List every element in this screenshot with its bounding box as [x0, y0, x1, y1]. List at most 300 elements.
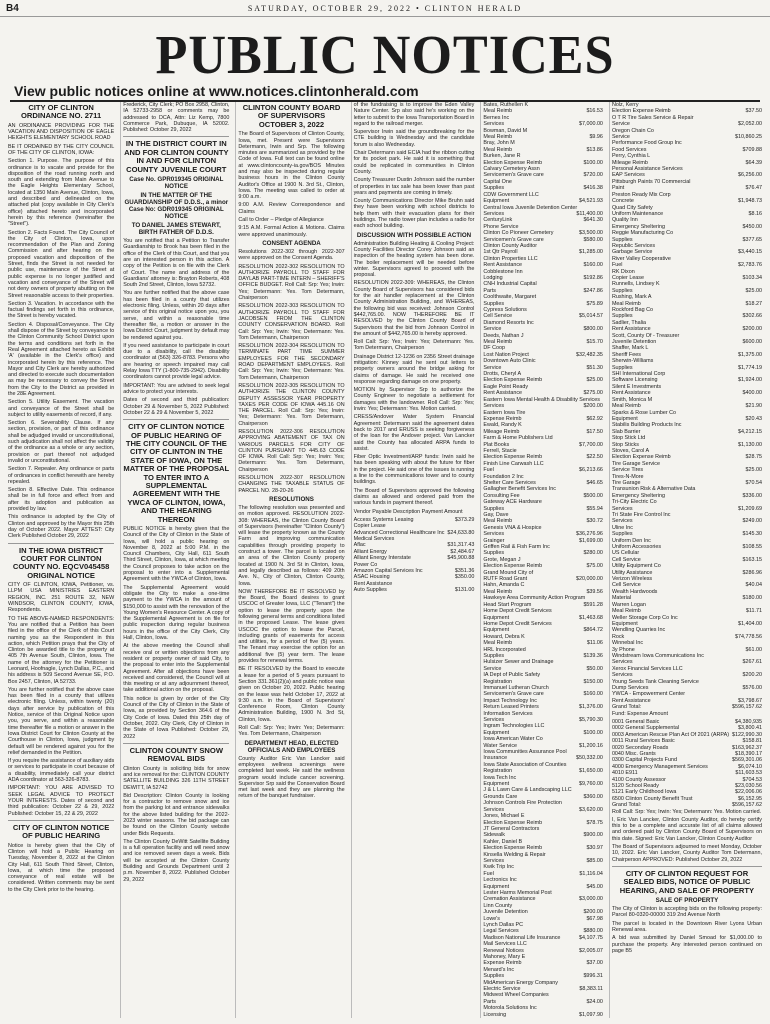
claim-vendor: Runnells, Lindsey K	[611, 281, 660, 288]
claim-amount: $22,006.06	[735, 789, 762, 796]
claim-amount: $569,301.06	[732, 757, 762, 764]
notice-paragraph: Notice is hereby given that the City of Clinton will hold a Public Hearing on Tuesday, November 8, 2022 at the Clinton City Hall, 611 South Third Street, Clinton, Iowa, at which time the proposed conveyance of real estate will be considered. Written comments may be sent to the City Clerk prior to the hearing.	[8, 842, 115, 893]
claim-amount: $5,790.30	[578, 717, 603, 723]
notice-paragraph: Roll Call: Srp: Yes; Irwin: Yes; Determann: Yes. Motion carried.	[611, 808, 762, 815]
claim-vendor: Sparks & Rose Lumber Co	[611, 409, 677, 416]
notice-paragraph: A bid was submitted by Daniel Smoad for $1,000.00 to purchase the property. Any interested person continued on page B5	[611, 935, 762, 954]
notice-heading: IN THE MATTER OF THE GUARDIANSHIP OF D.D.S., a minor Case No: GDR019345 ORIGINAL NOTICE	[124, 192, 229, 221]
notice-paragraph: 9:15 A.M. Formal Action & Motions. Claims were approved unanimously.	[238, 225, 345, 238]
claim-vendor: Equipment	[483, 627, 510, 634]
claim-vendor: Lost Nation Project	[483, 351, 529, 358]
claim-vendor: Menard's Inc	[483, 966, 515, 973]
claim-vendor: Silent E Investments	[611, 383, 662, 390]
claim-vendor: 0002 General Supplemental	[611, 725, 680, 732]
claim-vendor: Alliant Energy Interstate	[353, 555, 411, 562]
claim-vendor: Access Systems Leasing	[353, 516, 414, 523]
notice-paragraph: Chair Determann said ECIA had the ribbon cutting for its pocket park. He said it is something that could be replicated in communities in Clinton County.	[353, 150, 475, 175]
claim-vendor: Fuel	[611, 262, 623, 269]
claim-vendor: J & L Lawn Care & Landscaping LLC	[483, 787, 572, 794]
notice-paragraph: RESOLUTION 2022-309: WHEREAS, the Clinton County Board of Supervisors has considered bids for the air handler replacement at the Clinton County Administration Building, and WHEREAS, the following bid was received: Johnson Control $442,765.00. NOW THEREFORE BE IT RESOLVED by the Clinton County Board of Supervisors that the bid from Johnson Control in the amount of $442,765.00 is hereby approved.	[353, 280, 475, 337]
claim-amount: $1,376.00	[578, 704, 603, 711]
claim-amount: $1,650.00	[578, 768, 603, 775]
claim-vendor: Foundation 2 Inc	[483, 473, 524, 480]
claim-vendor: Expense Reimb	[483, 960, 522, 967]
claim-vendor: Perry, Cynthia L	[611, 153, 651, 160]
claim-vendor: Service	[611, 121, 630, 128]
claim-vendor: Services	[483, 717, 505, 723]
claim-vendor: 4100 County Assessor	[611, 776, 666, 783]
claim-vendor: Tri State Fire Control Inc	[611, 512, 671, 518]
claim-vendor: Wendling Quarries Inc	[611, 627, 666, 634]
claim-amount: $1,285.00	[578, 249, 603, 256]
notice-paragraph: County Auditor Eric Van Lancker said employees wellness screenings were completed last week. He said the wellness program would include cancer screening. Supervisor Srp said the Conservation Board met last week and they are planning the return of the banquet fundraiser.	[238, 755, 345, 800]
claim-vendor: Ferrell, Stacie	[483, 447, 517, 454]
claim-vendor: Calvary Cemetery Assn	[483, 166, 540, 173]
claim-vendor: 0020 Secondary Roads	[611, 744, 669, 751]
column-5	[480, 102, 605, 1018]
claim-amount: $24,633.80	[447, 529, 475, 536]
claim-amount: $25.00	[745, 287, 762, 294]
claim-amount: $2,052.00	[738, 121, 762, 128]
claim-amount: $75.00	[586, 563, 603, 570]
claim-vendor: Services	[611, 505, 633, 512]
notice-paragraph: Bid Description: Clinton County is looking for a contractor to remove snow and ice from the parking lot and entrance sidewalks for the above listed building for the 2022-2023 winter seasons. The bid package can be found on the Clinton County website under Bids Requests.	[123, 792, 230, 837]
claim-vendor: JT General Contractors	[483, 825, 540, 832]
notice-paragraph: The Board of Supervisors approved the following claims as allowed and ordered paid from the various funds in payment thereof.	[353, 487, 475, 507]
column-1	[6, 102, 116, 1018]
claim-vendor: Republic Services	[611, 242, 656, 249]
claim-vendor: Griffen Rail & Fish Farm Inc	[483, 544, 550, 551]
claim-amount: $11.06	[586, 640, 603, 647]
claim-vendor: Rent Assistance	[611, 697, 651, 704]
claim-amount: $1,924.00	[738, 377, 762, 384]
claim-vendor: Supplies	[483, 505, 505, 512]
claim-vendor: Dump Services	[611, 684, 649, 691]
claim-amount: $40.04	[745, 582, 762, 589]
claim-amount: $2,783.76	[738, 262, 762, 269]
claim-vendor: Election Expense Reimb	[483, 845, 543, 852]
claim-amount: $720.00	[583, 172, 603, 179]
claim-amount: $200.00	[583, 403, 603, 410]
claim-vendor: Juvenile Detention	[611, 339, 657, 346]
claim-amount: $28.75	[745, 454, 762, 461]
claim-amount: $641.30	[583, 217, 603, 224]
claim-amount: $275.00	[583, 390, 603, 397]
claim-amount: $25.00	[586, 377, 603, 384]
claim-amount: $600.00	[742, 339, 762, 346]
claim-amount: $2,484.67	[450, 548, 475, 555]
claim-vendor: Food Services	[611, 146, 647, 153]
claim-vendor: Capital One	[483, 178, 512, 185]
claim-vendor: Gateway ACE Hardware	[483, 499, 542, 506]
claim-vendor: Servicemen's Grave care	[483, 236, 544, 243]
notice-paragraph: CRESS/Andover Water System Financial Agreement: Determann said the agreement dates back to 2017 and ERUSS is seeking forgiveness of the loan for the Andover project. Van Lancker said the County has allocated ARPA funds to assist.	[353, 414, 475, 452]
claim-vendor: Meal Reimb	[483, 588, 513, 595]
notice-paragraph: The parcel is located in the Downtown River Lyons Urban Renewal area.	[611, 920, 762, 934]
claim-vendor: Verizon Wireless	[611, 576, 653, 583]
claim-vendor: Supplies	[483, 185, 505, 192]
claim-vendor: Tires-N-More	[611, 473, 644, 480]
claim-vendor: Stop Stick Ltd	[611, 435, 646, 442]
claim-amount: $6,074.10	[738, 763, 762, 770]
claim-vendor: Clinton Co Pioneer Cemetery	[483, 230, 554, 237]
notice-paragraph: BE IT RESOLVED by the Board to execute a lease for a period of 5 years pursuant to Section 331.361(2)(a) and public notice was given on October 20, 2022. Public hearing on the lease was held October 17, 2022 at 9:30 a.m. in the Board of Supervisors' Conference Room, Clinton County Administration Building, 1900 N. 3rd St, Clinton, Iowa.	[238, 666, 345, 723]
claim-vendor: Legal Services	[483, 928, 519, 935]
claim-amount: $1,375.00	[738, 351, 762, 358]
claim-vendor: Meal Reimb	[611, 608, 641, 615]
claim-vendor: Supplies	[611, 313, 633, 320]
claim-vendor: Kahler, Daniel B	[483, 838, 523, 845]
claim-vendor: Services	[483, 806, 505, 813]
claim-amount: $7,000.00	[578, 121, 603, 128]
claim-amount: $100.00	[583, 159, 603, 166]
claim-vendor: Election Expense Reimb	[483, 563, 543, 570]
claim-amount: $1,699.00	[578, 537, 603, 544]
claim-vendor: Ewald, Randy K	[483, 422, 522, 429]
claim-amount: $24.00	[586, 998, 603, 1005]
claim-amount: $20,000.00	[575, 576, 603, 583]
claim-vendor: SHI International Corp	[611, 371, 666, 378]
claim-vendor: Pittsburgh Paints 70 Commercial	[611, 178, 691, 185]
claim-vendor: Services	[611, 659, 633, 666]
claim-vendor: Stop Sticks	[611, 441, 639, 448]
notice-paragraph: You are further notified that the above case has been filed in a county that utilizes electronic filing. Unless, within twenty (20) days after service by publication of this Notice, service of this Original Notice upon you, you serve, and within a reasonable time thereafter file a motion or answer in the Iowa District Court for Clinton County at the Courthouse in Clinton, Iowa, judgment by default will be rendered against you for the relief demanded in the Petition.	[8, 686, 115, 756]
notice-paragraph: County Treasurer Dustin Johnson said the number of properties in tax sale has been lower than past years and payments are coming in timely.	[353, 177, 475, 196]
claim-amount: $8,383.11	[579, 986, 603, 993]
notice-paragraph: TO THE ABOVE-NAMED RESPONDENTS: You are notified that a Petition has been filed in the office of the Clerk of this Court naming you as the Respondent in this action, which Petition prays that the City of Clinton be awarded title to the property at 405 7th Avenue South, Clinton, Iowa. The name of the attorney for the Petitioner is Leonard, Hoofnagle, Lynch Dallas, P.C., and his address is 509 Second Avenue SE, P.O. Box 2457, Clinton, IA 52733.	[8, 615, 115, 685]
claim-vendor: Johnson Controls Fire Protection	[483, 800, 562, 807]
claim-vendor: Rent Assistance	[483, 390, 523, 397]
claim-vendor: 4010 E911	[611, 770, 638, 777]
claim-vendor: Rock	[611, 633, 625, 640]
notice-paragraph: Roll Call: Srp: Yes; Irwin: Yes; Determann: Yes. Tom Determann, Chairperson	[353, 339, 475, 352]
notice-paragraph: Fiber Optic Investment/ARP funds: Irwin said he has been speaking with about the future for fiber in the project. He said one of the issues is running a line to the communications tower and to county buildings.	[353, 454, 475, 486]
notice-paragraph: 9:00 A.M. Review Correspondence and Claims	[238, 202, 345, 215]
claim-amount: $450.00	[742, 223, 762, 230]
claim-vendor: Meal Reimb	[483, 640, 513, 647]
claim-amount: $3,798.67	[738, 697, 762, 704]
claim-vendor: Motorola Solutions Inc	[483, 1005, 537, 1012]
claim-vendor: Expense Reimb	[483, 415, 522, 422]
claim-vendor: Mail Services LLC	[483, 941, 527, 948]
claim-vendor: 6500 Clinton County Benefit Trust	[611, 795, 693, 802]
claim-vendor: Shaffer, Mark L	[611, 345, 649, 352]
claim-vendor: IA Dept of Public Safety	[483, 672, 541, 679]
claim-vendor: MidAmerican Energy Company	[483, 979, 558, 986]
claim-amount: $10,860.25	[735, 134, 762, 141]
claim-amount: $75.89	[586, 300, 603, 307]
claim-vendor: Winnebal Inc	[611, 640, 644, 647]
claim-amount: $36,276.96	[575, 531, 603, 538]
claim-vendor: Sherwin-Williams	[611, 358, 654, 365]
claim-amount: $145.30	[742, 531, 762, 538]
claim-vendor: Services	[483, 531, 505, 538]
claim-amount: $131.00	[454, 587, 475, 594]
claim-vendor: Paint	[611, 185, 625, 192]
claim-vendor: RUTF Road Grant	[483, 576, 528, 583]
claim-amount: $864.72	[583, 627, 603, 634]
notice-paragraph: You are notified that a Petition to Transfer Guardianship to Brook has been filed in the office of the Clerk of this Court, and that you are an interested person in this action. A copy of the Petition is on file with the Clerk of Court. The name and address of the Guardians' attorney is: Brayton Roberts, 408 South 2nd Street, Clinton, Iowa 52732.	[123, 238, 230, 289]
claim-amount: $4,107.75	[578, 934, 603, 941]
claim-vendor: Advanced Correctional Healthcare Inc	[353, 529, 445, 536]
claim-vendor: Clinton Properties LLC	[483, 255, 538, 262]
claim-vendor: Rent Assistance	[611, 326, 651, 333]
notice-paragraph: of the fundraising is to improve the Eden Valley Nature Center. Srp also said he's working on the letter to submit to the Iowa Transportation Board in regard to the railroad merger.	[353, 102, 475, 127]
claim-vendor: Juvenile Detention	[483, 909, 528, 916]
claim-vendor: Copier Lease	[353, 523, 386, 530]
claim-vendor: Head Start Program	[483, 601, 532, 608]
claim-vendor: Lynch Dallas PC	[483, 922, 524, 928]
claim-vendor: Grand Total:	[611, 704, 642, 711]
claim-amount: $55.94	[586, 505, 603, 512]
claim-vendor: Central Iowa Juvenile Detention Center	[483, 204, 578, 211]
claim-vendor: Hawkeye Area Community Action Program	[483, 595, 586, 602]
claim-amount: $51.30	[586, 364, 603, 371]
claim-vendor: CenturyLink	[483, 217, 513, 224]
claim-amount: $11,400.00	[576, 210, 603, 217]
claim-vendor: River Valley Cooperative	[611, 255, 671, 262]
column-3	[235, 102, 346, 1018]
claim-vendor: Election Expense Reimb	[611, 108, 671, 115]
claim-vendor: Slab Barrier	[611, 428, 641, 435]
claim-amount: $286.96	[742, 569, 762, 576]
claim-vendor: Election Expense Reimb	[611, 454, 671, 461]
claim-vendor: Personal Assistance Services	[611, 166, 683, 173]
claim-amount: $11,603.53	[735, 770, 762, 777]
notice-heading: IN THE IOWA DISTRICT COURT FOR CLINTON COUNTY NO. EQCV045458 ORIGINAL NOTICE	[12, 545, 110, 580]
claim-amount: $6,152.95	[738, 795, 762, 802]
claim-vendor: Meal Reimb	[483, 518, 513, 525]
claim-amount: $37.00	[586, 960, 603, 967]
notice-paragraph: MOTION by Supervisor Srp to authorize the County Engineer to negotiate a settlement for damages with the landowner. Roll Call: Srp: Yes; Irwin: Yes; Determann: Yes. Motion carried.	[353, 387, 475, 413]
notice-paragraph: The Supplemental Agreement would obligate the City to make a one-time payment to the YWCA in the amount of $150,000 to assist with the renovation of the Young Women's Resource Center. A copy of the Supplemental Agreement is on file for public inspection during regular business hours in the office of the City Clerk, City Hall, Clinton, Iowa.	[123, 584, 230, 642]
claim-vendor: Cell Service	[611, 582, 641, 589]
claim-amount: $5,014.57	[578, 313, 603, 320]
claim-vendor: Scott, County Of - Treasurer	[611, 332, 680, 339]
claim-amount: $336.00	[742, 492, 762, 499]
claim-amount: $139.36	[583, 652, 603, 659]
claim-amount: $16.53	[586, 108, 603, 115]
notice-paragraph: The Board of Supervisors of Clinton County, Iowa, met. Present were Supervisors Determann, Irwin and Srp. The following minutes are summarized as provided by the Code of Iowa. Full text can be found online at www.clintoncounty-ia.gov/BOS Minutes and may also be inspected during regular business hours in the Clinton County Auditor's Office at 1900 N. 3rd St., Clinton, Iowa. The meeting was called to order at 9:00 a.m.	[238, 131, 345, 201]
claim-vendor: 0040 Misc. Grants	[611, 750, 656, 757]
claim-vendor: Stoves, Carol A	[611, 447, 650, 454]
claim-vendor: Mahoney, Mary E	[483, 954, 526, 961]
notice-paragraph: Section 8. Effective Date. This ordinance shall be in full force and effect from and after its adoption and publication as provided by law.	[8, 487, 115, 513]
claim-vendor: Coolthwaite, Margaret	[483, 294, 537, 301]
claim-vendor: Equipment	[483, 781, 510, 788]
claim-vendor: Bernes Inc	[483, 114, 510, 121]
claim-amount: $46.65	[586, 479, 603, 486]
claim-vendor: RK Dixon	[611, 268, 635, 275]
claim-vendor: Lectronics Inc	[483, 877, 517, 884]
notice-paragraph: Administration Building Heating & Cooling Project: County Facilities Director Corey Johnson said an inspection of the heating system has been done. The boiler replacement will be needed before winter. Supervisors agreed to proceed with the proposal.	[353, 240, 475, 279]
claim-amount: $351.36	[454, 568, 475, 575]
claim-line	[612, 802, 762, 808]
claim-vendor: Cell Service	[483, 313, 513, 320]
claim-vendor: 3y Phone	[611, 646, 635, 653]
claim-vendor: Diamond Resorts Inc	[483, 319, 534, 326]
claim-vendor: Grainger	[483, 537, 505, 544]
claim-vendor: Equipment	[483, 198, 510, 205]
claim-vendor: Copier Lease	[611, 274, 645, 281]
notice-paragraph: Fund: Expense Amount	[611, 710, 668, 717]
claim-amount: $163.15	[742, 556, 762, 563]
claim-amount: $67.98	[586, 915, 603, 922]
claim-vendor: Services	[611, 672, 633, 679]
claim-amount: $7,700.00	[578, 441, 603, 448]
claim-vendor: Servicemen's Grave care	[483, 691, 544, 698]
notice-heading: DEPARTMENT HEAD, ELECTED OFFICIALS AND EMPLOYEES	[244, 739, 339, 754]
claim-vendor: O T R Tire Sales Service & Repair	[611, 114, 694, 121]
notice-heading: DISCUSSION WITH POSSIBLE ACTION	[356, 231, 472, 239]
claim-amount: $4,380,935	[735, 718, 762, 725]
claim-vendor: Renewal Notices	[483, 947, 524, 954]
notice-heading: CITY OF CLINTON ORDINANCE NO. 2711	[21, 103, 102, 121]
claim-vendor: Services	[483, 210, 505, 217]
claim-amount: $61.00	[745, 646, 762, 653]
claim-amount: $20.43	[745, 415, 762, 422]
claim-amount: $13.86	[586, 146, 603, 153]
claim-vendor: Tire Garage	[611, 479, 641, 486]
claim-amount: $360.00	[583, 793, 603, 800]
claim-vendor: Amazon Capital Services Inc	[353, 568, 423, 575]
claim-amount: $21.90	[745, 403, 762, 410]
notice-divider	[123, 419, 229, 420]
claim-vendor: Immanuel Lutheran Church	[483, 684, 549, 691]
claim-amount: $15.70	[586, 339, 603, 346]
claim-amount: $247.86	[583, 287, 603, 294]
notice-paragraph: Vendor Payable Description Payment Amount	[353, 508, 463, 515]
claim-vendor: Wealth Hardwoods	[611, 588, 658, 595]
notice-paragraph: County Communications Director Mike Bruhn said they have been working with school districts to help them with their evacuation plans for their buildings. The radio tower plan includes a radio for each school building.	[353, 198, 475, 230]
claim-vendor: Kinsella Welding & Repair	[483, 851, 546, 858]
claim-vendor: EAP Services	[611, 172, 645, 179]
claim-amount: $45,900.88	[447, 555, 475, 562]
notice-heading: CITY OF CLINTON REQUEST FOR SEALED BIDS, NOTICE OF PUBLIC HEARING, AND SALE OF PROPERTY	[619, 868, 755, 895]
claim-vendor: Meal Reimb	[483, 339, 513, 346]
claim-vendor: Performance Food Group Inc	[611, 140, 682, 147]
notice-paragraph: At the above meeting the Council shall receive oral or written objections from any resident or property owner of said City, to the proposal to enter into the Supplemental Agreement. After all objections have been received and considered, the Council will at this meeting or at any adjournment thereof, take additional action on the proposal.	[123, 643, 230, 694]
claim-amount: $249.00	[742, 518, 762, 525]
claim-vendor: Information Services	[483, 710, 533, 717]
claim-vendor: Transunion Risk & Alternative Data	[611, 486, 696, 493]
notice-paragraph: The Board of Supervisors adjourned to meet Monday, October 10, 2022. Eric Van Lancker, County Auditor Tom Determann, Chairperson APPROVED: Published October 29, 2022	[611, 844, 762, 863]
claim-vendor: Consulting Fee	[483, 492, 520, 499]
claim-amount: $122,990.30	[732, 731, 762, 738]
notice-paragraph: Section 3. Vacation. In accordance with the factual findings set forth in this ordinance, the Street is hereby vacated.	[8, 300, 115, 320]
claim-vendor: Election Expense Reimb	[483, 454, 543, 461]
claim-vendor: Windstream Iowa Communications Inc	[611, 652, 704, 659]
claim-amount: $200.00	[742, 326, 762, 333]
claim-vendor: Election Expense Reimb	[483, 377, 543, 384]
notice-paragraph: Section 2. Facts Found. The City Council of the City of Clinton, Iowa, upon recommendation of the Plan and Zoning Commission and after hearing on the proposed vacation and disposition of the Street, finds the Street is not needed for public use, maintenance of the Street at public expense is no longer justified and vacation and conveyance of the Street will not deny owners of property abutting on the Street reasonable access to their properties.	[8, 229, 115, 299]
claim-vendor: Young Seeds Tank Cleaning Service	[611, 678, 699, 685]
claim-vendor: Electric Service	[483, 986, 521, 993]
claim-vendor: Ingram Technologies LLC	[483, 723, 545, 730]
claim-vendor: Shelter Care Services	[483, 479, 536, 486]
claim-amount: $3,620.00	[578, 806, 603, 813]
claim-vendor: Home Depot Credit Services	[483, 620, 552, 627]
claim-vendor: 0003 American Rescue Plan Act Of 2021 (ARPA)	[611, 731, 729, 738]
claim-amount: $39.56	[586, 588, 603, 595]
claim-amount: $1,097.90	[578, 1011, 603, 1018]
notice-paragraph: RESOLUTION 2022-307 RESOLUTION CHANGING THE TAXABLE STATUS OF PARCEL NO. 28-20-26	[238, 475, 345, 494]
notice-heading: TO DANIEL JAMES STEWART, BIRTH FATHER OF D.D.S.	[131, 222, 221, 237]
claim-vendor: Equipment	[611, 620, 638, 627]
column-2	[120, 102, 231, 1018]
claim-vendor: Impact Technology Inc	[483, 697, 537, 704]
claim-vendor: Xerox Financial Services LLC	[611, 665, 683, 672]
claim-vendor: Deeds, Nathan J	[483, 332, 524, 339]
notice-paragraph: Section 6. Severability Clause. If any section, provision, or part of this ordinance shall be adjudged invalid or unconstitutional, such adjudication shall not affect the validity of the ordinance as a whole or any section, provision or part thereof not adjudged invalid or unconstitutional.	[8, 420, 115, 464]
claim-vendor: Meal Reimb	[483, 108, 513, 115]
claim-vendor: Smith, Monica M	[611, 396, 653, 403]
claim-vendor: Farm & Home Publishers Ltd	[483, 435, 553, 442]
claim-amount: $100.00	[583, 729, 603, 736]
claim-amount: $192.86	[583, 274, 603, 281]
claim-vendor: Finish Line Carwash LLC	[483, 460, 544, 467]
claim-amount: $1,463.68	[578, 614, 603, 621]
claim-vendor: Home Depot Credit Services	[483, 608, 552, 615]
claim-vendor: Cobblestone Inn	[483, 268, 523, 275]
claim-vendor: Supplies	[611, 531, 633, 538]
claim-amount: $580.00	[583, 236, 603, 243]
claim-vendor: Quad City Safety	[611, 204, 653, 211]
claim-vendor: Insurance	[483, 755, 508, 762]
claim-vendor: Grand Mound City of	[483, 569, 534, 576]
claim-amount: $74,778.56	[735, 633, 762, 640]
claim-vendor: Meal Reimb	[483, 146, 513, 153]
claim-vendor: Rent Assistance	[611, 390, 651, 397]
claim-amount: $1,130.00	[738, 441, 762, 448]
claim-vendor: Equipment	[483, 883, 510, 890]
claim-vendor: Services	[611, 518, 633, 525]
claim-vendor: Linn County	[483, 902, 513, 909]
claim-vendor: Fuel	[483, 870, 494, 877]
claim-amount: $1,200.16	[578, 742, 603, 749]
claim-vendor: Downtown Auto Clinic	[483, 358, 536, 365]
notice-paragraph: You are further notified that the above case has been filed in a county that utilizes electronic filing. Unless, within 20 days after service of this original notice upon you, you serve, and within a reasonable time thereafter file, a motion or answer in the Iowa District Court, judgment by default may be rendered against you.	[123, 290, 230, 341]
claim-amount: $1,209.69	[738, 505, 762, 512]
claim-vendor: Uline Inc	[611, 524, 633, 531]
claim-vendor: Sheriff Fees	[611, 351, 641, 358]
claim-vendor: Tri-City Electric Co	[611, 499, 657, 506]
claim-vendor: Auto Supplies	[353, 587, 387, 594]
claim-vendor: Cell Service	[611, 556, 641, 563]
claim-vendor: Genesis VNA & Hospice	[483, 524, 542, 531]
claim-amount: $373.29	[454, 516, 475, 523]
claim-amount: $400.00	[742, 390, 762, 397]
claim-vendor: Utility Equipment Co	[611, 563, 661, 570]
claim-amount: $302.66	[742, 313, 762, 320]
claim-vendor: Madison National Life Insurance	[483, 934, 561, 941]
claim-amount: $108.55	[742, 544, 762, 551]
claim-vendor: Howard, Debra K	[483, 633, 525, 640]
claim-amount: $2,005.07	[578, 947, 603, 954]
notice-paragraph: The Clinton County DeWitt Satellite Building is a full operation facility and will need snow and ice removed seven days a week. Bids will be accepted at the Clinton County Building and Grounds Department until 2 p.m. November 8, 2022. Published October 29, 2022	[123, 838, 230, 883]
claim-amount: $30.72	[586, 518, 603, 525]
claim-amount: $9,760.00	[578, 781, 603, 788]
claim-vendor: Reggie Manufacturing Co	[611, 230, 674, 237]
claim-vendor: Supplies	[483, 300, 505, 307]
claim-vendor: Emergency Sheltering	[611, 223, 665, 230]
claim-vendor: Rockford Bag Co	[611, 307, 653, 313]
claim-vendor: Service Tires	[611, 467, 644, 474]
claim-vendor: Weller Storage Corp Co Inc	[611, 614, 678, 621]
claim-amount: $160.00	[583, 262, 603, 269]
claim-vendor: Phone Service	[483, 223, 519, 230]
claim-vendor: Uniform Maintenance	[611, 210, 664, 217]
